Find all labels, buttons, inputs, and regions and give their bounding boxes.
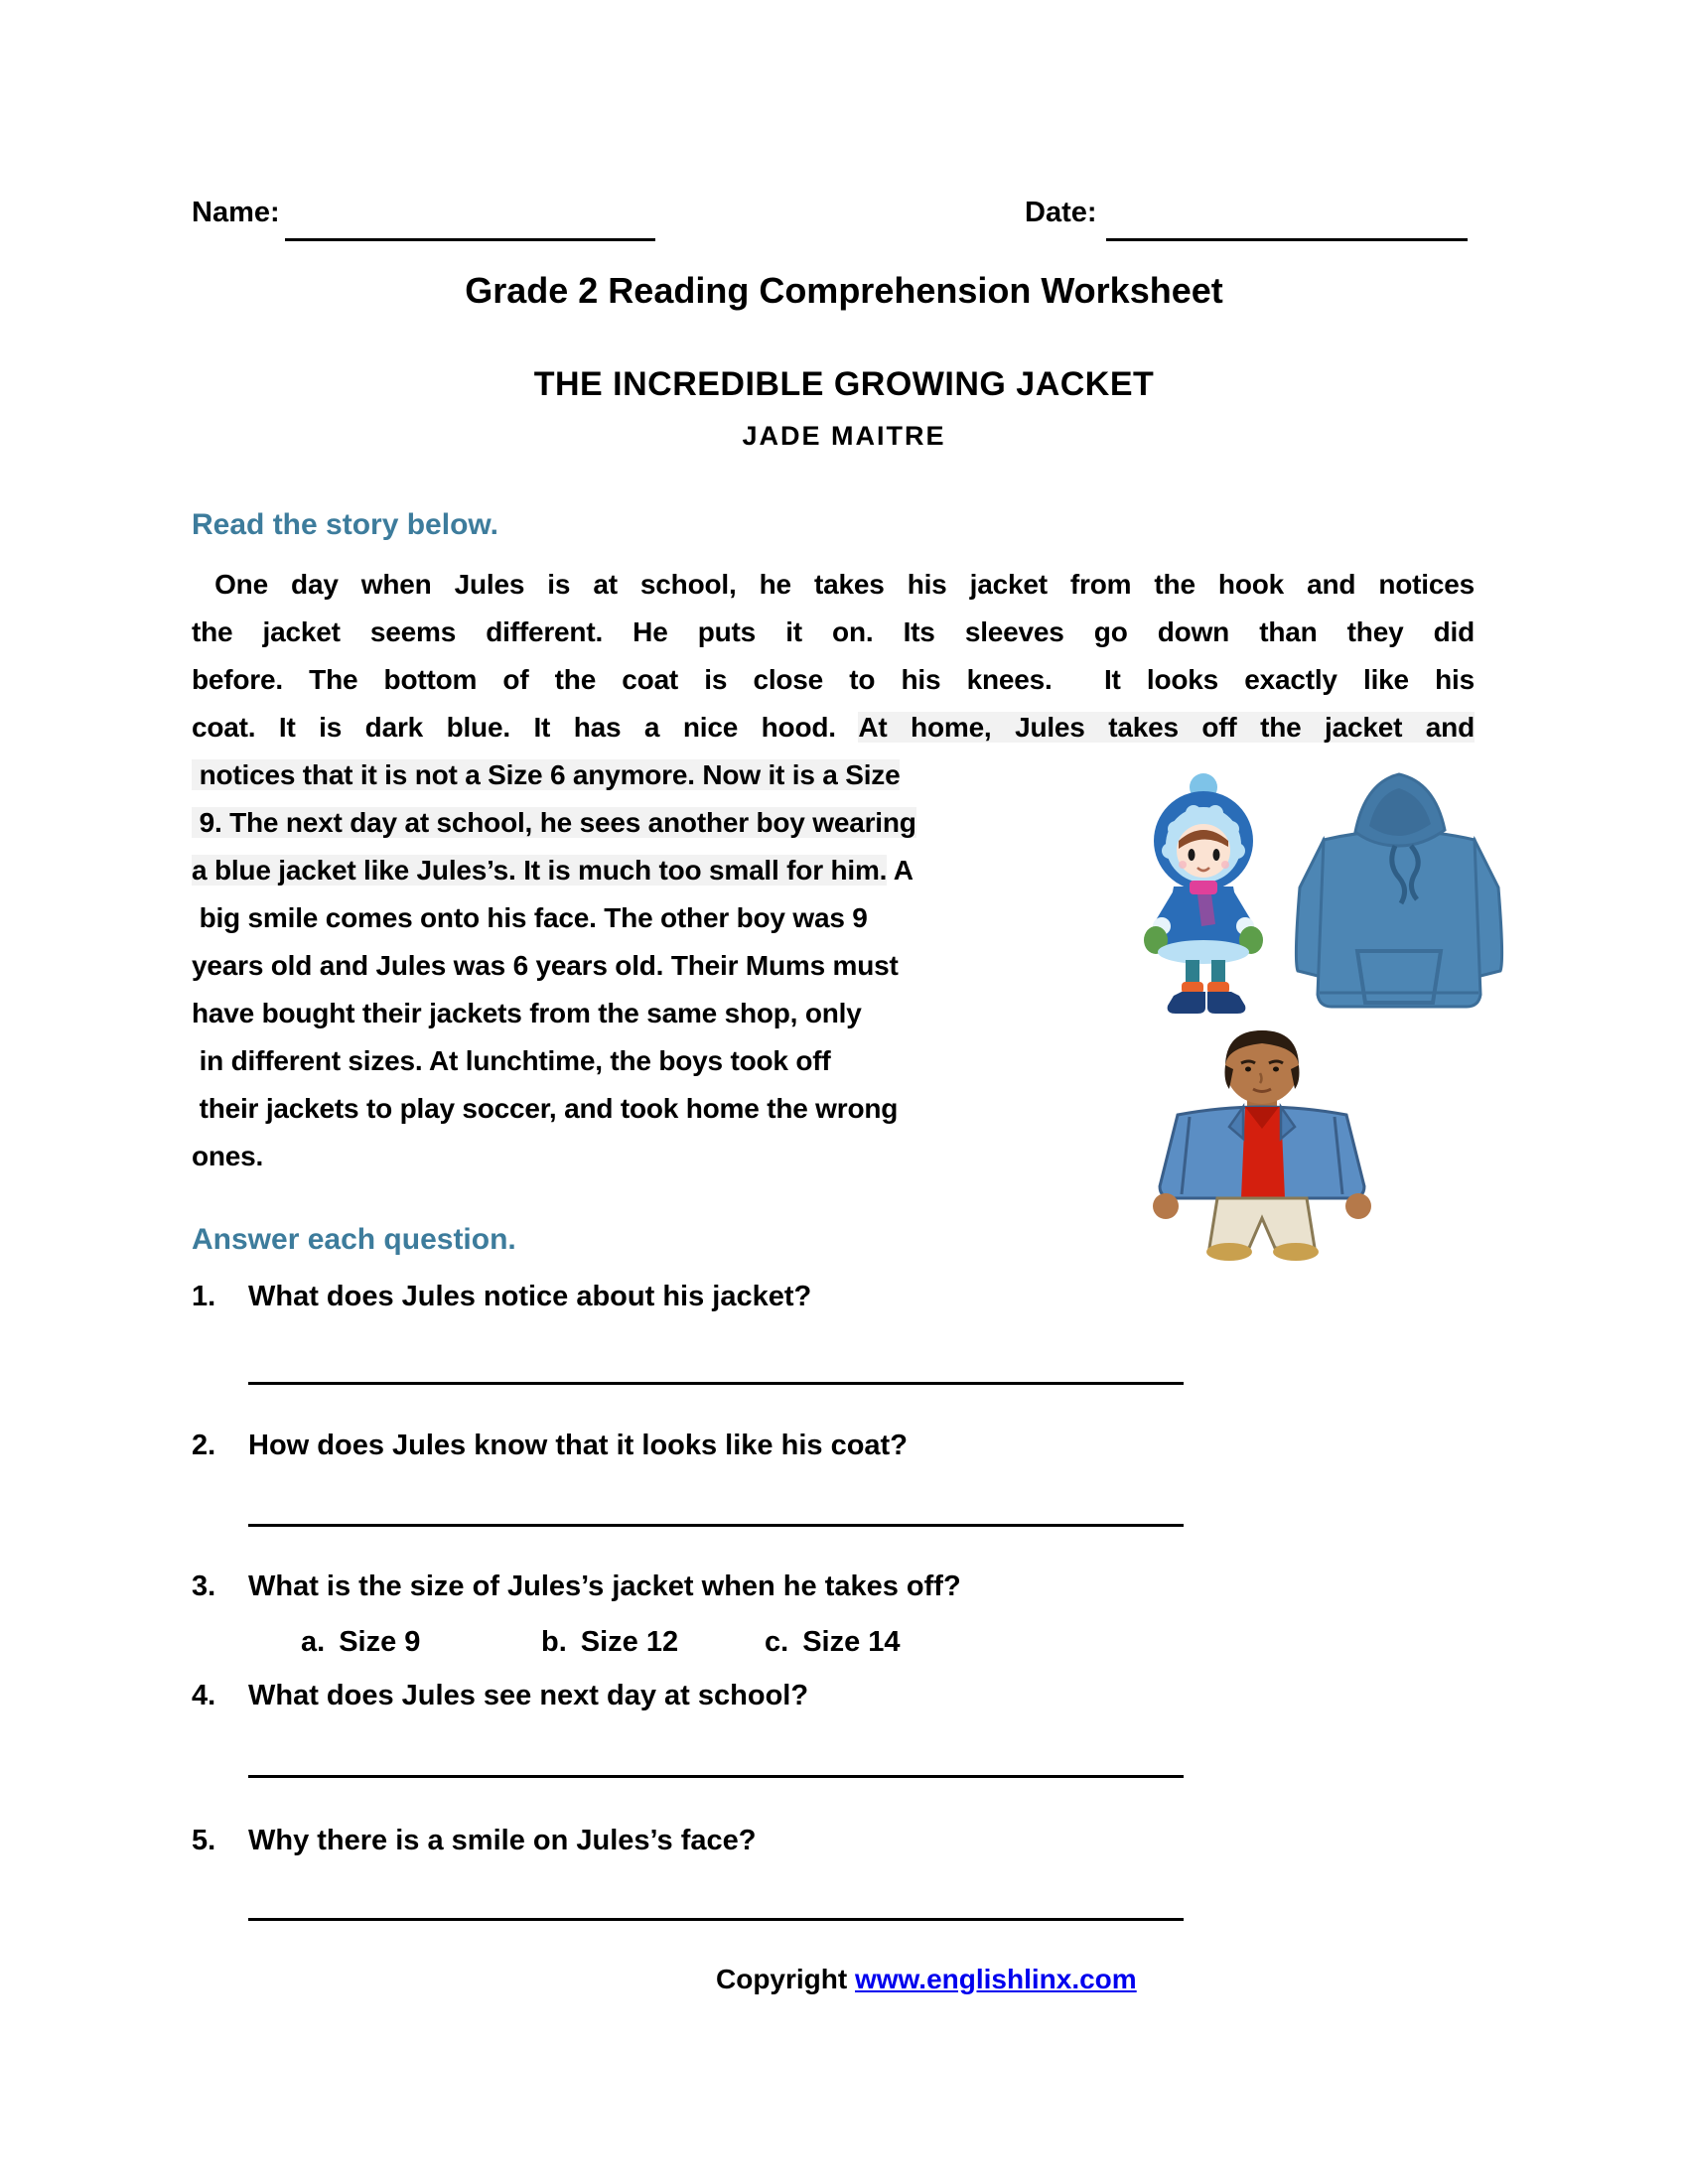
story-line: their jackets to play soccer, and took home the wrong (192, 1093, 899, 1124)
boy-in-denim-jacket-illustration (1130, 1027, 1393, 1261)
question-5-number: 5. (192, 1825, 216, 1856)
question-1-text: What does Jules notice about his jacket? (248, 1281, 812, 1312)
story-line: the jacket seems different. He puts it on. Its sleeves go down than they did (192, 616, 1475, 647)
story-line: a blue jacket like Jules’s. It is much too small for him. A (192, 855, 914, 886)
question-3-option-b[interactable]: b. Size 12 (541, 1626, 679, 1658)
parka-child-illustration (1132, 769, 1281, 1027)
read-story-heading: Read the story below. (192, 508, 498, 541)
question-3-option-a[interactable]: a. Size 9 (301, 1626, 421, 1658)
story-line: before. The bottom of the coat is close to his knees. It looks exactly like his (192, 664, 1475, 695)
question-4-number: 4. (192, 1680, 216, 1711)
question-1 (192, 1281, 811, 1313)
question-3-text: What is the size of Jules’s jacket when he takes off? (248, 1570, 961, 1602)
answer-questions-heading: Answer each question. (192, 1223, 516, 1256)
question-4-text: What does Jules see next day at school? (248, 1680, 809, 1711)
story-line: ones. (192, 1141, 264, 1171)
story-title: THE INCREDIBLE GROWING JACKET (533, 365, 1155, 403)
answer-line-4[interactable] (248, 1918, 1184, 1921)
question-3-number: 3. (192, 1570, 216, 1602)
date-label: Date: (1025, 197, 1097, 228)
story-line: in different sizes. At lunchtime, the boys took off (192, 1045, 831, 1076)
question-3-option-c[interactable]: c. Size 14 (765, 1626, 901, 1658)
story-line: coat. It is dark blue. It has a nice hood. At home, Jules takes off the jacket and (192, 712, 1475, 743)
author-name: JADE MAITRE (742, 421, 946, 451)
date-field-line[interactable] (1106, 238, 1468, 241)
story-line: have bought their jackets from the same shop, only (192, 998, 862, 1028)
story-line: One day when Jules is at school, he takes his jacket from the hook and notices (192, 569, 1475, 600)
question-4 (192, 1680, 808, 1712)
question-3 (192, 1570, 961, 1603)
answer-line-1[interactable] (248, 1382, 1184, 1385)
question-2-text: How does Jules know that it looks like his coat? (248, 1430, 908, 1461)
name-field-line[interactable] (285, 238, 655, 241)
blue-hoodie-illustration (1286, 766, 1512, 1023)
story-line: big smile comes onto his face. The other boy was 9 (192, 902, 868, 933)
englishlinx-link[interactable]: www.englishlinx.com (855, 1964, 1137, 1994)
story-line: 9. The next day at school, he sees another boy wearing (192, 807, 916, 838)
question-2-number: 2. (192, 1430, 216, 1461)
question-5 (192, 1825, 756, 1857)
name-label: Name: (192, 197, 280, 228)
question-2 (192, 1430, 908, 1462)
story-line: notices that it is not a Size 6 anymore. Now it is a Size (192, 759, 901, 790)
worksheet-title: Grade 2 Reading Comprehension Worksheet (465, 270, 1223, 311)
answer-line-2[interactable] (248, 1524, 1184, 1527)
copyright-footer (716, 1964, 1137, 1995)
question-1-number: 1. (192, 1281, 216, 1312)
answer-line-3[interactable] (248, 1775, 1184, 1778)
story-line: years old and Jules was 6 years old. Their Mums must (192, 950, 899, 981)
question-5-text: Why there is a smile on Jules’s face? (248, 1825, 757, 1856)
copyright-label: Copyright (716, 1964, 855, 1994)
